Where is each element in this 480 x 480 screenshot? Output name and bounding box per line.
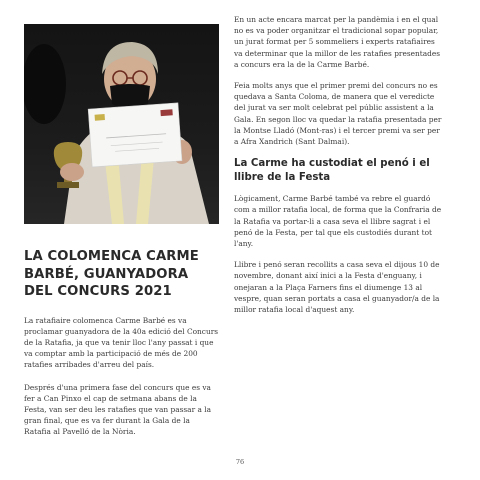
right-paragraph-1: En un acte encara marcat per la pandèmia i en el qual no es va poder organitzar el tradicional sopar popular, un jurat format per 5 sommeliers i experts ratafiaires va determinar que la millor de les ratafies presentades a concurs era la de la Carme Barbé.	[234, 15, 441, 69]
right-paragraph-2: Feia molts anys que el primer premi del concurs no es quedava a Santa Coloma, de manera que el veredicte del jurat va ser molt celebrat pel públic assistent a la Gala. En segon lloc va quedar la ratafia presentada per la Montse Lladó (Mont-ras) i el tercer premi va ser per a Afra Xandrich (Sant Dalmai).	[234, 81, 442, 147]
left-column	[24, 248, 219, 449]
page-number: 76	[235, 458, 245, 466]
winner-photo	[24, 24, 219, 224]
winner-photo-illustration	[24, 24, 219, 224]
left-paragraph-1: La ratafiaire colomenca Carme Barbé es va proclamar guanyadora de la 40a edició del Concurs de la Ratafia, ja que va tenir lloc l'any passat i que va comptar amb la participació de més de 200 ratafies arribades d'arreu del país.	[24, 315, 219, 370]
right-paragraph-3: Lògicament, Carme Barbé també va rebre el guardó com a millor ratafia local, de forma que la Confraria de la Ratafia va portar-li a casa seva el llibre sagrat i el penó de la Festa, per tal que els custodiés durant tot l'any.	[234, 194, 442, 249]
article-subheading: La Carme ha custodiat el penó i el llibre de la Festa	[234, 158, 430, 184]
article-headline: LA COLOMENCA CARME BARBÉ, GUANYADORA DEL CONCURS 2021	[24, 249, 199, 299]
left-paragraph-2: Després d'una primera fase del concurs que es va fer a Can Pinxo el cap de setmana abans de la Festa, van ser deu les ratafies que van passar a la gran final, que es va fer durant la Gala de la Ratafia al Pavelló de la Nòria.	[24, 382, 211, 437]
right-paragraph-4: Llibre i penó seran recollits a casa seva el dijous 10 de novembre, donant així inici a la Festa d'enguany, i onejaran a la Plaça Farners fins el diumenge 13 al vespre, quan seran portats a casa el guanyador/a de la millor ratafia local d'aquest any.	[234, 260, 440, 315]
right-column	[234, 14, 442, 325]
